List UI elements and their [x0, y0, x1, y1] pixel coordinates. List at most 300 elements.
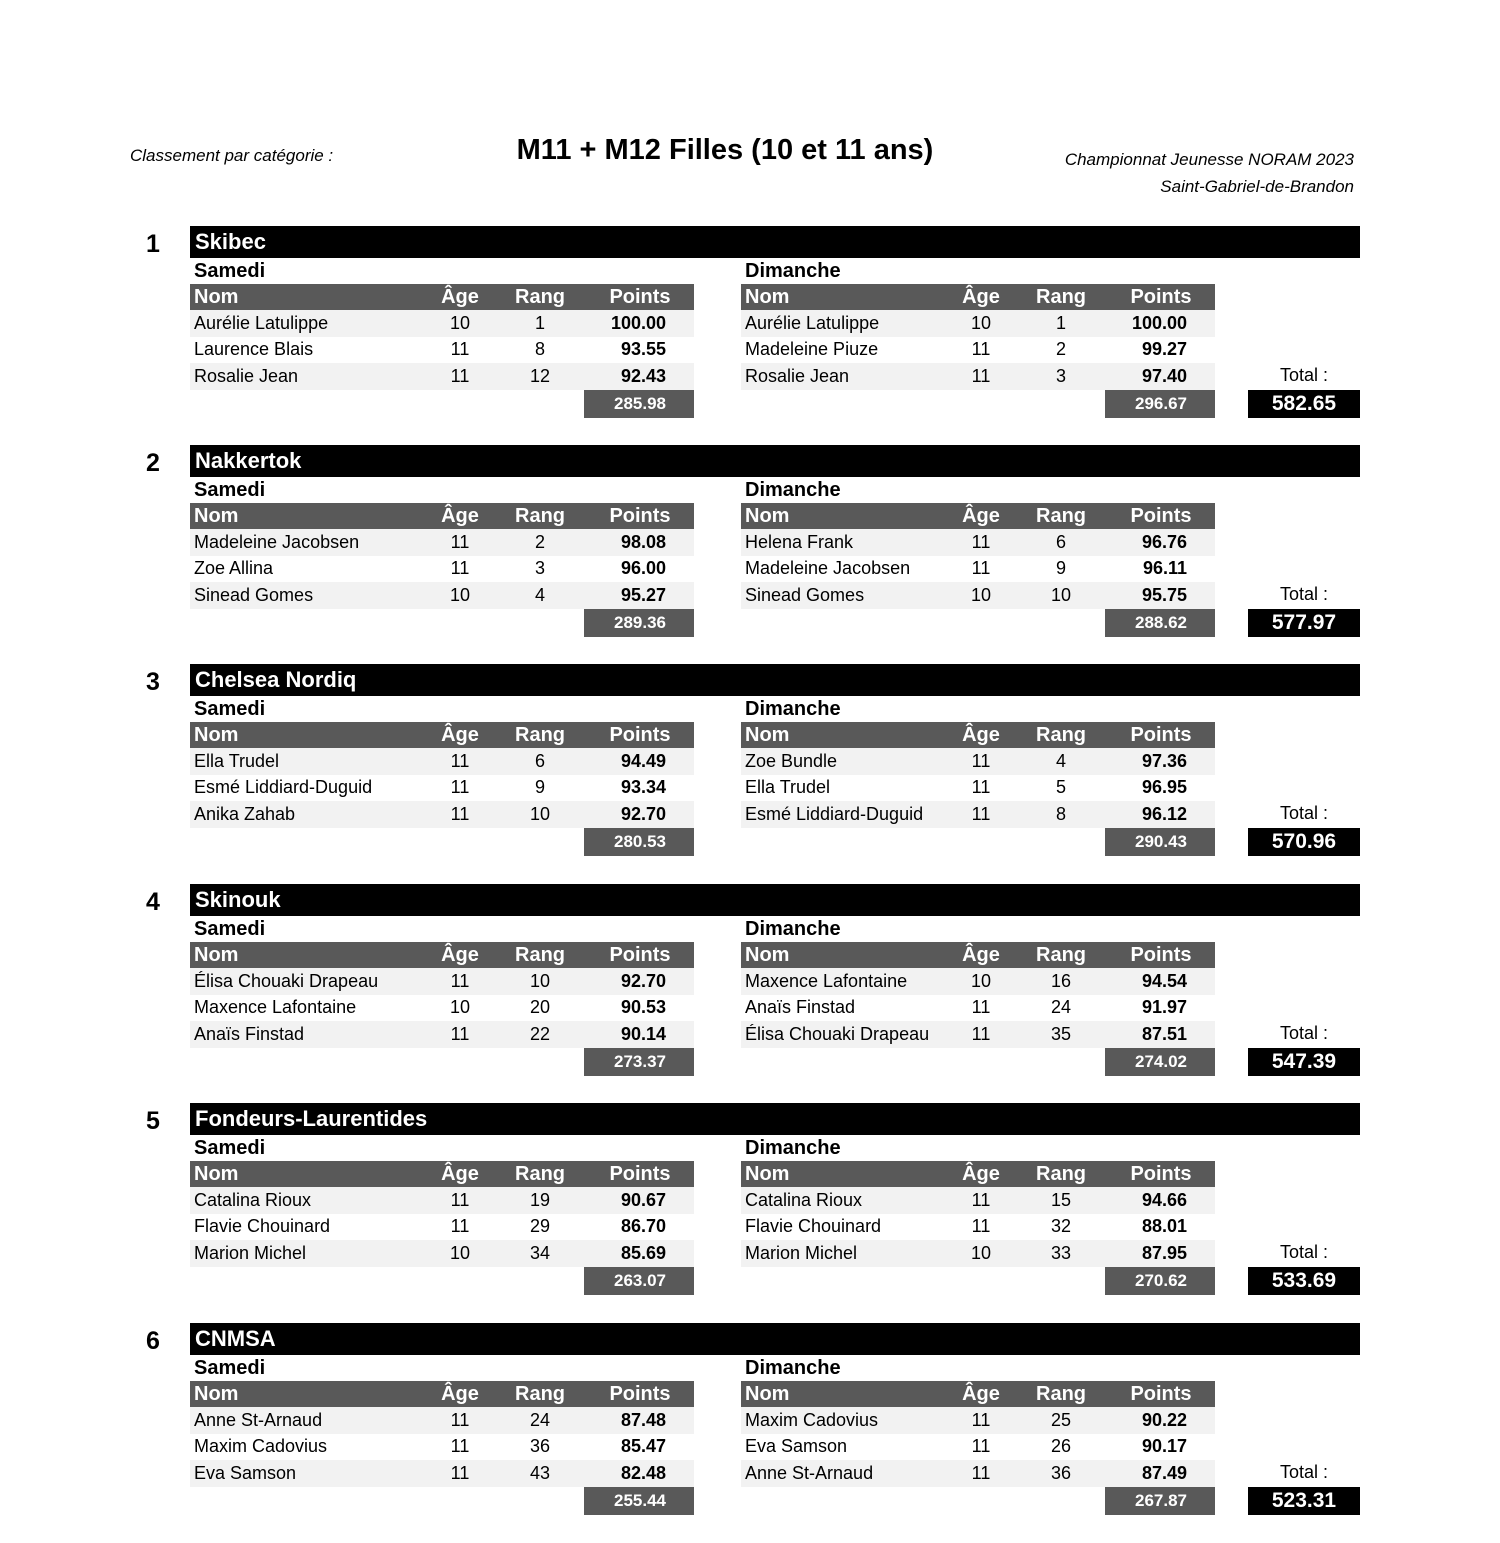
- athlete-rank: 24: [1050, 997, 1072, 1018]
- event-location: Saint-Gabriel-de-Brandon: [1160, 177, 1354, 196]
- table-row: [741, 556, 1215, 583]
- athlete-rank: 8: [1015, 801, 1107, 828]
- athlete-name: Maxim Cadovius: [741, 1407, 947, 1434]
- day-label: Samedi: [194, 1357, 266, 1379]
- team-name: Chelsea Nordiq: [190, 664, 1360, 696]
- athlete-rank: 36: [529, 1436, 551, 1457]
- results-table: [741, 722, 1215, 828]
- athlete-points: 87.51: [1107, 1021, 1215, 1048]
- team-block: [0, 226, 1500, 446]
- table-header: [190, 1381, 694, 1407]
- team-name: Skibec: [190, 226, 1360, 258]
- athlete-name: Zoe Bundle: [741, 748, 947, 775]
- col-rank-header: Rang: [494, 284, 586, 310]
- table-row: [190, 1187, 694, 1214]
- athlete-rank: 16: [1015, 968, 1107, 995]
- athlete-points: 95.75: [1107, 582, 1215, 609]
- athlete-age: 11: [971, 1436, 991, 1457]
- athlete-rank: 4: [1015, 748, 1107, 775]
- saturday-results: [190, 1355, 694, 1487]
- athlete-name: Aurélie Latulippe: [741, 310, 947, 337]
- athlete-name: Eva Samson: [745, 1436, 848, 1457]
- athlete-points: 97.40: [1107, 363, 1215, 390]
- results-table: [741, 503, 1215, 609]
- col-age-header: Âge: [947, 722, 1015, 748]
- total-label: Total :: [1279, 1462, 1329, 1482]
- athlete-rank: 10: [1015, 582, 1107, 609]
- col-age-header: Âge: [947, 284, 1015, 310]
- athlete-name: Madeleine Jacobsen: [190, 529, 426, 556]
- athlete-name: Aurélie Latulippe: [190, 310, 426, 337]
- col-age-header: Âge: [426, 942, 494, 968]
- athlete-points: 90.67: [586, 1187, 694, 1214]
- saturday-subtotal: 263.07: [584, 1267, 694, 1295]
- athlete-name: Marion Michel: [741, 1240, 947, 1267]
- athlete-points: 96.12: [1107, 801, 1215, 828]
- saturday-results: [190, 258, 694, 390]
- athlete-age: 11: [426, 801, 494, 828]
- table-header: [741, 1381, 1215, 1407]
- table-row: [741, 582, 1215, 609]
- athlete-rank: 3: [534, 558, 545, 579]
- sunday-results: [741, 477, 1215, 609]
- athlete-rank: 35: [1015, 1021, 1107, 1048]
- col-rank-header: Rang: [1015, 1161, 1107, 1187]
- col-rank-header: Rang: [1015, 503, 1107, 529]
- results-table: [741, 284, 1215, 390]
- team-total: 547.39: [1248, 1048, 1360, 1076]
- col-points-header: Points: [586, 284, 694, 310]
- col-rank-header: Rang: [1015, 1381, 1107, 1407]
- results-table: [190, 942, 694, 1048]
- athlete-rank: 22: [494, 1021, 586, 1048]
- col-points-header: Points: [586, 1381, 694, 1407]
- total-label: Total :: [1279, 365, 1329, 385]
- event-info: [1065, 146, 1354, 200]
- athlete-name: Sinead Gomes: [190, 582, 426, 609]
- col-rank-header: Rang: [494, 942, 586, 968]
- table-row: [741, 310, 1215, 337]
- sunday-results: [741, 258, 1215, 390]
- table-row: [190, 995, 694, 1022]
- athlete-points: 85.69: [586, 1240, 694, 1267]
- athlete-rank: 36: [1015, 1460, 1107, 1487]
- col-name-header: Nom: [741, 503, 947, 529]
- athlete-points: 90.22: [1107, 1407, 1215, 1434]
- athlete-rank: 5: [1055, 777, 1066, 798]
- results-table: [190, 284, 694, 390]
- col-points-header: Points: [1107, 942, 1215, 968]
- col-age-header: Âge: [426, 722, 494, 748]
- team-block: [0, 445, 1500, 665]
- col-name-header: Nom: [190, 1381, 426, 1407]
- athlete-rank: 3: [1015, 363, 1107, 390]
- day-label: Dimanche: [745, 918, 841, 940]
- col-name-header: Nom: [190, 942, 426, 968]
- day-label: Samedi: [194, 918, 266, 940]
- team-block: [0, 1103, 1500, 1323]
- col-name-header: Nom: [741, 1381, 947, 1407]
- day-label: Samedi: [194, 1137, 266, 1159]
- col-points-header: Points: [1107, 1381, 1215, 1407]
- athlete-points: 96.76: [1107, 529, 1215, 556]
- athlete-rank: 29: [529, 1216, 551, 1237]
- table-row: [741, 337, 1215, 364]
- col-rank-header: Rang: [494, 503, 586, 529]
- saturday-subtotal: 289.36: [584, 609, 694, 637]
- athlete-age: 10: [426, 582, 494, 609]
- table-row: [741, 1434, 1215, 1461]
- athlete-rank: 12: [494, 363, 586, 390]
- athlete-points: 94.49: [586, 748, 694, 775]
- team-total: 523.31: [1248, 1487, 1360, 1515]
- table-header: [741, 284, 1215, 310]
- table-row: [190, 1214, 694, 1241]
- athlete-rank: 24: [494, 1407, 586, 1434]
- team-name: Nakkertok: [190, 445, 1360, 477]
- athlete-name: Madeleine Piuze: [745, 339, 879, 360]
- total-label: Total :: [1279, 1242, 1329, 1262]
- col-name-header: Nom: [741, 942, 947, 968]
- athlete-points: 82.48: [586, 1460, 694, 1487]
- athlete-rank: 6: [1015, 529, 1107, 556]
- athlete-name: Laurence Blais: [194, 339, 314, 360]
- athlete-points: 90.17: [1141, 1436, 1187, 1457]
- athlete-rank: 20: [529, 997, 551, 1018]
- day-label: Dimanche: [745, 260, 841, 282]
- total-label: Total :: [1279, 584, 1329, 604]
- sunday-subtotal: 270.62: [1105, 1267, 1215, 1295]
- table-row: [190, 1021, 694, 1048]
- table-header: [190, 503, 694, 529]
- athlete-points: 87.48: [586, 1407, 694, 1434]
- athlete-age: 10: [947, 968, 1015, 995]
- athlete-rank: 15: [1015, 1187, 1107, 1214]
- table-header: [741, 722, 1215, 748]
- table-row: [190, 529, 694, 556]
- athlete-points: 94.54: [1107, 968, 1215, 995]
- saturday-results: [190, 477, 694, 609]
- athlete-age: 10: [947, 1240, 1015, 1267]
- col-rank-header: Rang: [1015, 942, 1107, 968]
- table-row: [190, 556, 694, 583]
- athlete-points: 91.97: [1141, 997, 1187, 1018]
- athlete-name: Helena Frank: [741, 529, 947, 556]
- athlete-name: Ella Trudel: [745, 777, 831, 798]
- athlete-age: 11: [947, 1021, 1015, 1048]
- athlete-age: 11: [947, 801, 1015, 828]
- team-name: Fondeurs-Laurentides: [190, 1103, 1360, 1135]
- athlete-rank: 33: [1015, 1240, 1107, 1267]
- col-age-header: Âge: [426, 1381, 494, 1407]
- athlete-age: 11: [971, 997, 991, 1018]
- saturday-results: [190, 696, 694, 828]
- col-points-header: Points: [586, 1161, 694, 1187]
- athlete-points: 100.00: [1107, 310, 1215, 337]
- athlete-points: 93.34: [620, 777, 666, 798]
- team-rank: 4: [146, 888, 160, 916]
- athlete-rank: 32: [1050, 1216, 1072, 1237]
- team-rank: 1: [146, 230, 160, 258]
- col-points-header: Points: [1107, 284, 1215, 310]
- athlete-points: 96.11: [1142, 558, 1187, 579]
- athlete-points: 100.00: [586, 310, 694, 337]
- athlete-points: 92.70: [586, 801, 694, 828]
- col-name-header: Nom: [190, 722, 426, 748]
- athlete-points: 86.70: [620, 1216, 666, 1237]
- table-row: [190, 801, 694, 828]
- total-label: Total :: [1279, 1023, 1329, 1043]
- team-rank: 5: [146, 1107, 160, 1135]
- team-total: 577.97: [1248, 609, 1360, 637]
- team-total: 582.65: [1248, 390, 1360, 418]
- athlete-rank: 6: [494, 748, 586, 775]
- col-points-header: Points: [1107, 503, 1215, 529]
- athlete-age: 11: [450, 1436, 470, 1457]
- athlete-age: 11: [426, 363, 494, 390]
- day-label: Samedi: [194, 698, 266, 720]
- athlete-name: Esmé Liddiard-Duguid: [194, 777, 373, 798]
- col-age-header: Âge: [947, 1161, 1015, 1187]
- athlete-rank: 43: [494, 1460, 586, 1487]
- col-rank-header: Rang: [1015, 284, 1107, 310]
- table-row: [741, 529, 1215, 556]
- table-row: [741, 775, 1215, 802]
- athlete-age: 11: [450, 339, 470, 360]
- athlete-rank: 19: [494, 1187, 586, 1214]
- athlete-name: Catalina Rioux: [741, 1187, 947, 1214]
- table-header: [741, 1161, 1215, 1187]
- athlete-rank: 9: [534, 777, 545, 798]
- col-age-header: Âge: [426, 503, 494, 529]
- day-label: Dimanche: [745, 479, 841, 501]
- sunday-subtotal: 288.62: [1105, 609, 1215, 637]
- results-table: [741, 1161, 1215, 1267]
- table-row: [190, 1434, 694, 1461]
- athlete-age: 11: [450, 558, 470, 579]
- sunday-subtotal: 267.87: [1105, 1487, 1215, 1515]
- table-row: [190, 310, 694, 337]
- athlete-age: 11: [947, 1407, 1015, 1434]
- team-total: 570.96: [1248, 828, 1360, 856]
- table-row: [190, 1240, 694, 1267]
- athlete-name: Anne St-Arnaud: [741, 1460, 947, 1487]
- sunday-results: [741, 916, 1215, 1048]
- saturday-subtotal: 285.98: [584, 390, 694, 418]
- athlete-name: Esmé Liddiard-Duguid: [741, 801, 947, 828]
- sunday-results: [741, 1135, 1215, 1267]
- table-row: [741, 748, 1215, 775]
- col-name-header: Nom: [741, 284, 947, 310]
- table-header: [190, 722, 694, 748]
- athlete-age: 11: [971, 1216, 991, 1237]
- athlete-rank: 34: [494, 1240, 586, 1267]
- athlete-name: Rosalie Jean: [741, 363, 947, 390]
- athlete-age: 10: [426, 310, 494, 337]
- col-points-header: Points: [1107, 1161, 1215, 1187]
- event-name: Championnat Jeunesse NORAM 2023: [1064, 150, 1354, 169]
- athlete-age: 10: [449, 997, 471, 1018]
- athlete-rank: 1: [1015, 310, 1107, 337]
- table-header: [190, 284, 694, 310]
- table-header: [741, 503, 1215, 529]
- athlete-points: 87.95: [1107, 1240, 1215, 1267]
- athlete-rank: 10: [494, 968, 586, 995]
- day-label: Dimanche: [745, 1357, 841, 1379]
- athlete-rank: 25: [1015, 1407, 1107, 1434]
- athlete-age: 11: [947, 1187, 1015, 1214]
- team-block: [0, 664, 1500, 884]
- sunday-results: [741, 1355, 1215, 1487]
- saturday-subtotal: 273.37: [584, 1048, 694, 1076]
- athlete-points: 92.43: [586, 363, 694, 390]
- results-table: [190, 722, 694, 828]
- athlete-age: 11: [426, 1407, 494, 1434]
- table-row: [190, 363, 694, 390]
- athlete-name: Sinead Gomes: [741, 582, 947, 609]
- athlete-age: 11: [971, 339, 991, 360]
- athlete-age: 11: [947, 1460, 1015, 1487]
- athlete-rank: 2: [1055, 339, 1066, 360]
- col-name-header: Nom: [741, 722, 947, 748]
- athlete-name: Flavie Chouinard: [745, 1216, 882, 1237]
- team-rank: 3: [146, 668, 160, 696]
- athlete-age: 11: [426, 1187, 494, 1214]
- table-row: [190, 775, 694, 802]
- table-row: [741, 968, 1215, 995]
- table-row: [190, 748, 694, 775]
- team-rank: 2: [146, 449, 160, 477]
- athlete-rank: 8: [534, 339, 545, 360]
- team-block: [0, 884, 1500, 1104]
- athlete-rank: 2: [494, 529, 586, 556]
- athlete-points: 87.49: [1107, 1460, 1215, 1487]
- table-row: [741, 1407, 1215, 1434]
- col-rank-header: Rang: [494, 1161, 586, 1187]
- page-title: M11 + M12 Filles (10 et 11 ans): [516, 134, 934, 166]
- sunday-results: [741, 696, 1215, 828]
- athlete-name: Catalina Rioux: [190, 1187, 426, 1214]
- results-table: [741, 1381, 1215, 1487]
- athlete-name: Anaïs Finstad: [745, 997, 856, 1018]
- athlete-rank: 26: [1050, 1436, 1072, 1457]
- athlete-age: 11: [947, 363, 1015, 390]
- col-points-header: Points: [586, 942, 694, 968]
- athlete-name: Maxim Cadovius: [194, 1436, 328, 1457]
- athlete-name: Zoe Allina: [194, 558, 274, 579]
- athlete-points: 94.66: [1107, 1187, 1215, 1214]
- team-block: [0, 1323, 1500, 1543]
- table-row: [741, 1021, 1215, 1048]
- results-table: [190, 1381, 694, 1487]
- athlete-name: Rosalie Jean: [190, 363, 426, 390]
- athlete-points: 88.01: [1141, 1216, 1187, 1237]
- day-label: Dimanche: [745, 698, 841, 720]
- athlete-age: 11: [426, 748, 494, 775]
- team-rank: 6: [146, 1327, 160, 1355]
- athlete-points: 90.53: [620, 997, 666, 1018]
- athlete-points: 95.27: [586, 582, 694, 609]
- table-header: [190, 1161, 694, 1187]
- athlete-age: 11: [947, 529, 1015, 556]
- sunday-subtotal: 274.02: [1105, 1048, 1215, 1076]
- athlete-age: 11: [426, 529, 494, 556]
- results-table: [741, 942, 1215, 1048]
- col-rank-header: Rang: [1015, 722, 1107, 748]
- col-age-header: Âge: [426, 1161, 494, 1187]
- saturday-results: [190, 916, 694, 1048]
- athlete-points: 98.08: [586, 529, 694, 556]
- athlete-name: Marion Michel: [190, 1240, 426, 1267]
- athlete-age: 11: [947, 748, 1015, 775]
- table-header: [741, 942, 1215, 968]
- table-row: [190, 1460, 694, 1487]
- table-row: [741, 1240, 1215, 1267]
- category-label: Classement par catégorie :: [130, 146, 334, 165]
- athlete-name: Madeleine Jacobsen: [745, 558, 911, 579]
- day-label: Samedi: [194, 479, 266, 501]
- results-table: [190, 503, 694, 609]
- col-age-header: Âge: [947, 942, 1015, 968]
- athlete-points: 93.55: [620, 339, 666, 360]
- athlete-age: 11: [426, 1021, 494, 1048]
- athlete-rank: 9: [1055, 558, 1066, 579]
- athlete-rank: 4: [494, 582, 586, 609]
- athlete-points: 92.70: [586, 968, 694, 995]
- athlete-points: 97.36: [1107, 748, 1215, 775]
- col-name-header: Nom: [190, 284, 426, 310]
- col-age-header: Âge: [947, 1381, 1015, 1407]
- athlete-name: Ella Trudel: [190, 748, 426, 775]
- athlete-rank: 10: [494, 801, 586, 828]
- athlete-name: Élisa Chouaki Drapeau: [190, 968, 426, 995]
- athlete-name: Maxence Lafontaine: [194, 997, 357, 1018]
- saturday-results: [190, 1135, 694, 1267]
- table-row: [190, 582, 694, 609]
- results-table: [190, 1161, 694, 1267]
- athlete-age: 10: [426, 1240, 494, 1267]
- day-label: Dimanche: [745, 1137, 841, 1159]
- team-total: 533.69: [1248, 1267, 1360, 1295]
- table-row: [741, 1460, 1215, 1487]
- table-row: [190, 968, 694, 995]
- athlete-points: 90.14: [586, 1021, 694, 1048]
- table-row: [741, 1187, 1215, 1214]
- athlete-age: 11: [971, 777, 991, 798]
- col-name-header: Nom: [190, 1161, 426, 1187]
- athlete-age: 11: [450, 777, 470, 798]
- athlete-age: 11: [971, 558, 991, 579]
- col-rank-header: Rang: [494, 722, 586, 748]
- table-row: [741, 995, 1215, 1022]
- table-row: [741, 1214, 1215, 1241]
- col-name-header: Nom: [190, 503, 426, 529]
- athlete-rank: 1: [494, 310, 586, 337]
- col-rank-header: Rang: [494, 1381, 586, 1407]
- col-points-header: Points: [1107, 722, 1215, 748]
- athlete-name: Anika Zahab: [190, 801, 426, 828]
- table-header: [190, 942, 694, 968]
- athlete-age: 10: [947, 310, 1015, 337]
- day-label: Samedi: [194, 260, 266, 282]
- total-label: Total :: [1279, 803, 1329, 823]
- athlete-points: 85.47: [620, 1436, 666, 1457]
- sunday-subtotal: 296.67: [1105, 390, 1215, 418]
- athlete-age: 11: [426, 968, 494, 995]
- col-name-header: Nom: [741, 1161, 947, 1187]
- team-name: CNMSA: [190, 1323, 1360, 1355]
- athlete-name: Eva Samson: [190, 1460, 426, 1487]
